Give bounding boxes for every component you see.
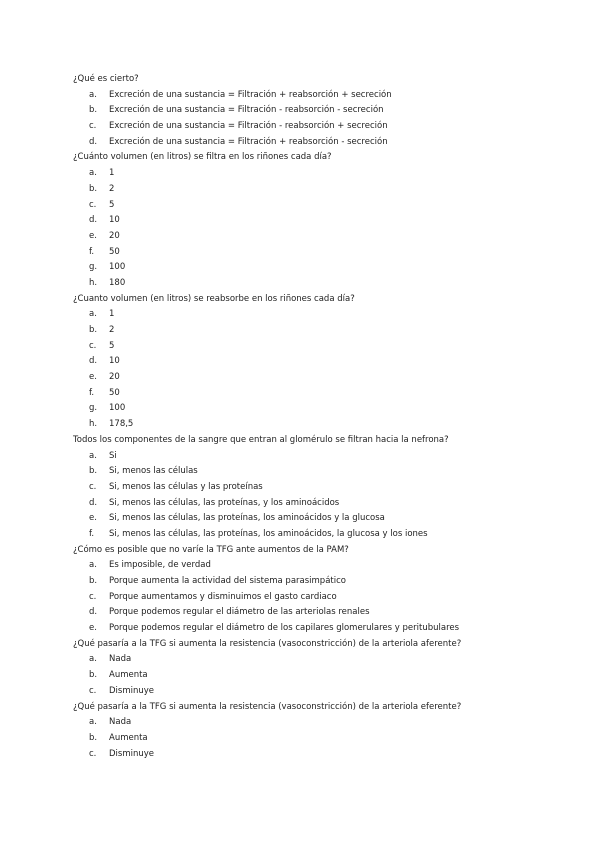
answer-option (73, 449, 573, 465)
option-letter: d. (89, 215, 98, 226)
answer-option (73, 307, 573, 323)
answer-option (73, 103, 573, 119)
option-letter: c. (89, 481, 97, 492)
option-letter: h. (89, 277, 98, 288)
option-text: Excreción de una sustancia = Filtración - reabsorción - secreción (109, 105, 384, 116)
option-letter: a. (89, 168, 97, 179)
option-letter: f. (89, 387, 95, 398)
option-letter: a. (89, 309, 97, 320)
option-letter: c. (89, 591, 97, 602)
option-text: 5 (109, 199, 115, 210)
answer-option (73, 339, 573, 355)
option-text: Si, menos las células, las proteínas, y los aminoácidos (109, 497, 340, 508)
answer-option (73, 354, 573, 370)
answer-option (73, 198, 573, 214)
answer-option (73, 213, 573, 229)
answer-option (73, 370, 573, 386)
option-letter: b. (89, 325, 98, 335)
answer-option (73, 166, 573, 182)
question-text: ¿Cómo es posible que no varíe la TFG ante aumentos de la PAM? (73, 544, 349, 555)
option-letter: a. (89, 717, 97, 728)
option-letter: g. (89, 403, 98, 414)
answer-option (73, 260, 573, 276)
option-text: Porque aumentamos y disminuimos el gasto cardiaco (109, 591, 337, 602)
answer-option (73, 605, 573, 621)
option-text: 20 (109, 372, 120, 383)
answer-option (73, 464, 573, 480)
option-letter: c. (89, 199, 97, 210)
option-text: Porque podemos regular el diámetro de las arteriolas renales (109, 607, 370, 618)
option-letter: d. (89, 607, 98, 618)
option-text: 100 (109, 262, 126, 273)
option-text: Si, menos las células, las proteínas, los aminoácidos y la glucosa (109, 513, 385, 524)
answer-option (73, 119, 573, 135)
answer-option (73, 684, 573, 700)
option-text: Si, menos las células (109, 466, 198, 477)
option-text: 178,5 (109, 419, 134, 430)
option-text: Si, menos las células y las proteínas (109, 481, 263, 492)
question-text: ¿Qué pasaría a la TFG si aumenta la resistencia (vasoconstricción) de la arteriola aferente? (73, 638, 462, 649)
option-text: Disminuye (109, 685, 155, 696)
question-text: ¿Qué pasaría a la TFG si aumenta la resistencia (vasoconstricción) de la arteriola eferente? (73, 701, 462, 712)
answer-option (73, 88, 573, 104)
option-text: 50 (109, 387, 120, 398)
option-text: 1 (109, 168, 115, 179)
option-letter: e. (89, 623, 97, 634)
answer-option (73, 715, 573, 731)
option-letter: c. (89, 685, 97, 696)
option-letter: b. (89, 466, 98, 477)
option-text: Nada (109, 654, 132, 665)
option-letter: a. (89, 654, 97, 665)
option-letter: e. (89, 372, 97, 383)
option-letter: b. (89, 576, 98, 586)
option-text: Porque aumenta la actividad del sistema parasimpático (109, 576, 346, 586)
option-text: Si, menos las células, las proteínas, los aminoácidos, la glucosa y los iones (109, 528, 428, 539)
option-letter: b. (89, 670, 98, 681)
question-text: ¿Cuánto volumen (en litros) se filtra en los riñones cada día? (73, 152, 332, 163)
option-letter: g. (89, 262, 98, 273)
answer-option (73, 558, 573, 574)
answer-option (73, 590, 573, 606)
option-text: 10 (109, 215, 120, 226)
answer-option (73, 276, 573, 292)
option-text: 100 (109, 403, 126, 414)
option-text: 1 (109, 309, 115, 320)
option-text: Aumenta (109, 732, 148, 743)
option-text: 180 (109, 277, 126, 288)
option-text: 2 (109, 183, 115, 194)
answer-option (73, 731, 573, 747)
option-letter: c. (89, 748, 97, 759)
option-text: Es imposible, de verdad (109, 560, 211, 571)
option-text: 20 (109, 230, 120, 241)
option-text: Aumenta (109, 670, 148, 681)
answer-option (73, 621, 573, 637)
option-text: Nada (109, 717, 132, 728)
answer-option (73, 323, 573, 339)
option-letter: e. (89, 513, 97, 524)
answer-option (73, 668, 573, 684)
document-page (73, 72, 573, 762)
question-text: ¿Cuanto volumen (en litros) se reabsorbe en los riñones cada día? (73, 293, 355, 304)
answer-option (73, 652, 573, 668)
option-text: Porque podemos regular el diámetro de los capilares glomerulares y peritubulares (109, 623, 460, 634)
option-text: Si (109, 450, 117, 461)
option-letter: b. (89, 732, 98, 743)
option-letter: f. (89, 528, 95, 539)
answer-option (73, 496, 573, 512)
option-letter: b. (89, 105, 98, 116)
option-letter: c. (89, 121, 97, 132)
option-text: 10 (109, 356, 120, 367)
option-letter: a. (89, 560, 97, 571)
option-text: 2 (109, 325, 115, 335)
answer-option (73, 480, 573, 496)
answer-option (73, 574, 573, 590)
answer-option (73, 386, 573, 402)
option-letter: a. (89, 89, 97, 100)
option-text: Excreción de una sustancia = Filtración + reabsorción - secreción (109, 136, 388, 147)
option-text: 5 (109, 340, 115, 351)
option-letter: h. (89, 419, 98, 430)
option-letter: a. (89, 450, 97, 461)
question-text: Todos los componentes de la sangre que entran al glomérulo se filtran hacia la nefrona? (73, 434, 449, 445)
answer-option (73, 135, 573, 151)
option-letter: d. (89, 497, 98, 508)
question-text: ¿Qué es cierto? (73, 74, 139, 84)
option-text: Disminuye (109, 748, 155, 759)
answer-option (73, 417, 573, 433)
option-letter: f. (89, 246, 95, 257)
option-text: Excreción de una sustancia = Filtración - reabsorción + secreción (109, 121, 388, 132)
answer-option (73, 527, 573, 543)
answer-option (73, 182, 573, 198)
option-letter: c. (89, 340, 97, 351)
option-letter: b. (89, 183, 98, 194)
answer-option (73, 229, 573, 245)
option-text: 50 (109, 246, 120, 257)
option-letter: e. (89, 230, 97, 241)
option-text: Excreción de una sustancia = Filtración + reabsorción + secreción (109, 89, 392, 100)
answer-option (73, 511, 573, 527)
answer-option (73, 747, 573, 763)
answer-option (73, 401, 573, 417)
option-letter: d. (89, 136, 98, 147)
answer-option (73, 245, 573, 261)
option-letter: d. (89, 356, 98, 367)
